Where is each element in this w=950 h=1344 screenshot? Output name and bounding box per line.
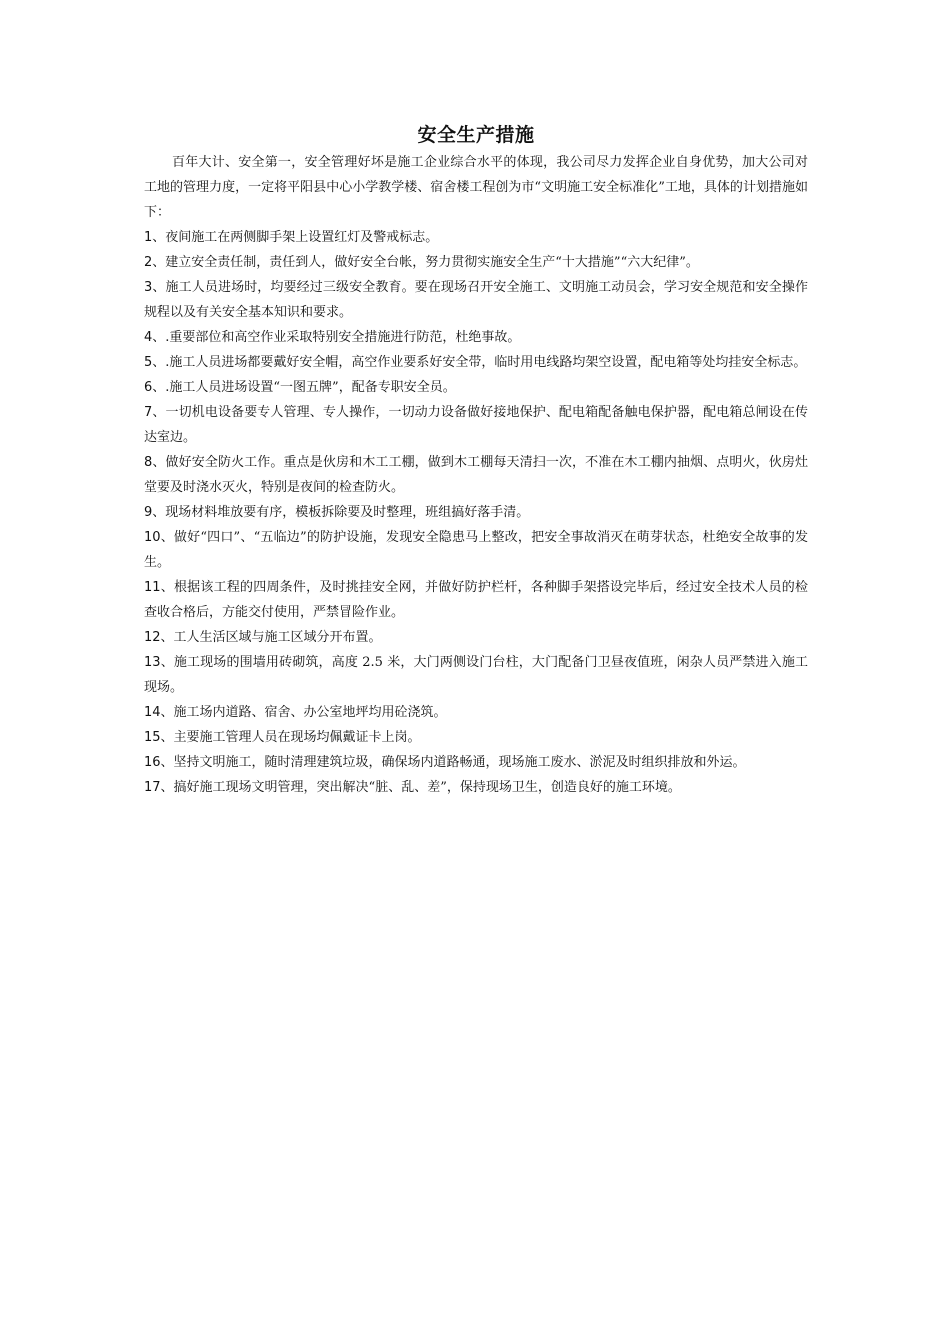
measure-item-1 xyxy=(144,225,808,250)
measure-item-4 xyxy=(144,325,808,350)
intro-paragraph: 百年大计、安全第一，安全管理好坏是施工企业综合水平的体现，我公司尽力发挥企业自身优势，加大公司对工地的管理力度，一定将平阳县中心小学教学楼、宿舍楼工程创为市“文明施工安全标准化”工地，具体的计划措施如下： xyxy=(144,155,808,220)
item-text: 、.重要部位和高空作业采取特别安全措施进行防范，杜绝事故。 xyxy=(152,330,521,345)
measure-item-13 xyxy=(144,650,808,700)
measure-item-14 xyxy=(144,700,808,725)
measure-item-10 xyxy=(144,525,808,575)
item-text: 、一切机电设备要专人管理、专人操作，一切动力设备做好接地保护、配电箱配备触电保护器，配电箱总闸设在传达室边。 xyxy=(144,405,808,445)
item-number: 5 xyxy=(144,355,153,370)
item-number: 12 xyxy=(144,630,161,645)
document-body xyxy=(144,120,808,800)
item-text: 、做好安全防火工作。重点是伙房和木工工棚，做到木工棚每天清扫一次，不准在木工棚内抽烟、点明火，伙房灶堂要及时浇水灭火，特别是夜间的检查防火。 xyxy=(144,455,808,495)
item-text: 、现场材料堆放要有序，模板拆除要及时整理，班组搞好落手清。 xyxy=(152,505,530,520)
item-number: 11 xyxy=(144,580,161,595)
item-number: 8 xyxy=(144,455,153,470)
measure-item-2 xyxy=(144,250,808,275)
item-number: 13 xyxy=(144,655,161,670)
measure-item-3 xyxy=(144,275,808,325)
measure-item-12 xyxy=(144,625,808,650)
item-number: 6 xyxy=(144,380,153,395)
item-text: 、建立安全责任制，责任到人，做好安全台帐，努力贯彻实施安全生产“十大措施”“六大纪律”。 xyxy=(152,255,699,270)
item-number: 17 xyxy=(144,780,161,795)
measure-item-8 xyxy=(144,450,808,500)
measure-item-15 xyxy=(144,725,808,750)
item-text: 、施工现场的围墙用砖砌筑，高度 2.5 米，大门两侧设门台柱，大门配备门卫昼夜值班，闲杂人员严禁进入施工现场。 xyxy=(144,655,808,695)
item-text: 、坚持文明施工，随时清理建筑垃圾，确保场内道路畅通，现场施工废水、淤泥及时组织排放和外运。 xyxy=(160,755,746,770)
item-number: 15 xyxy=(144,730,161,745)
item-text: 、施工场内道路、宿舍、办公室地坪均用砼浇筑。 xyxy=(160,705,447,720)
document-title: 安全生产措施 xyxy=(417,124,535,146)
measure-item-7 xyxy=(144,400,808,450)
item-number: 3 xyxy=(144,280,153,295)
measure-item-11 xyxy=(144,575,808,625)
item-text: 、.施工人员进场设置“一图五牌”，配备专职安全员。 xyxy=(152,380,456,395)
item-text: 、搞好施工现场文明管理，突出解决“脏、乱、差”，保持现场卫生，创造良好的施工环境。 xyxy=(160,780,681,795)
item-number: 2 xyxy=(144,255,153,270)
item-number: 10 xyxy=(144,530,161,545)
measure-item-6 xyxy=(144,375,808,400)
item-number: 16 xyxy=(144,755,161,770)
item-number: 4 xyxy=(144,330,153,345)
item-text: 、做好“四口”、“五临边”的防护设施，发现安全隐患马上整改，把安全事故消灭在萌芽状态，杜绝安全故事的发生。 xyxy=(144,530,808,570)
measure-item-9 xyxy=(144,500,808,525)
item-text: 、根据该工程的四周条件，及时挑挂安全网，并做好防护栏杆，各种脚手架搭设完毕后，经过安全技术人员的检查收合格后，方能交付使用，严禁冒险作业。 xyxy=(144,580,808,620)
item-number: 7 xyxy=(144,405,153,420)
measure-item-17 xyxy=(144,775,808,800)
item-text: 、工人生活区域与施工区域分开布置。 xyxy=(160,630,382,645)
item-number: 14 xyxy=(144,705,161,720)
item-number: 9 xyxy=(144,505,153,520)
item-text: 、施工人员进场时，均要经过三级安全教育。要在现场召开安全施工、文明施工动员会，学习安全规范和安全操作规程以及有关安全基本知识和要求。 xyxy=(144,280,808,320)
item-text: 、.施工人员进场都要戴好安全帽，高空作业要系好安全带，临时用电线路均架空设置，配电箱等处均挂安全标志。 xyxy=(152,355,807,370)
measure-item-5 xyxy=(144,350,808,375)
item-number: 1 xyxy=(144,230,153,245)
item-text: 、夜间施工在两侧脚手架上设置红灯及警戒标志。 xyxy=(152,230,439,245)
measure-item-16 xyxy=(144,750,808,775)
item-text: 、主要施工管理人员在现场均佩戴证卡上岗。 xyxy=(160,730,421,745)
